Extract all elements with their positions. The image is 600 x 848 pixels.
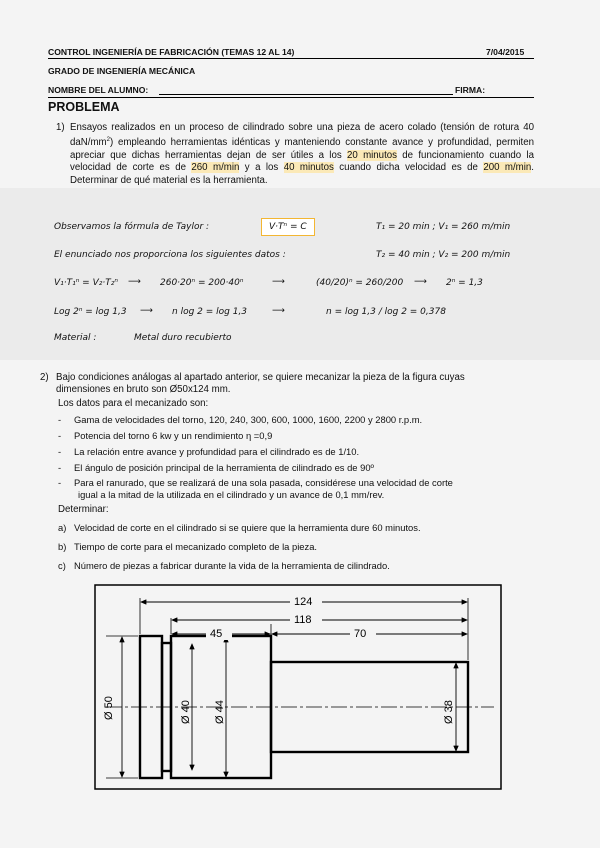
- list-item: Para el ranurado, que se realizará de una sola pasada, considérese una velocidad de corte: [74, 477, 453, 488]
- hw-arrow3: ⟶: [414, 277, 427, 287]
- hw-eq6: n log 2 = log 1,3: [172, 307, 248, 317]
- q2-question-b-letter: b): [58, 541, 67, 552]
- q2-question-c: Número de piezas a fabricar durante la vida de la herramienta de cilindrado.: [74, 560, 390, 571]
- hw-arrow1: ⟶: [128, 277, 141, 287]
- q1-text: [70, 122, 534, 187]
- student-name-line: [159, 94, 453, 95]
- hw-taylor-formula: V·Tⁿ = C: [261, 218, 315, 236]
- q1-text-b: ) empleando herramientas idénticas y manteniendo constante avance y profundidad, permiten apreciar que dichas herramientas dejan de ser útiles a los: [70, 137, 534, 162]
- q1-text-e: cuando dicha velocidad es de: [333, 162, 484, 174]
- dia-40: Ø 40: [180, 700, 192, 724]
- hw-eq2: 260·20ⁿ = 200·40ⁿ: [160, 278, 244, 288]
- list-item: El ángulo de posición principal de la herramienta de cilindrado es de 90º: [74, 462, 374, 473]
- hw-arrow4: ⟶: [140, 306, 153, 316]
- highlight-20min: 20 minutos: [347, 150, 397, 162]
- q2-question-b: Tiempo de corte para el mecanizado completo de la pieza.: [74, 541, 318, 552]
- dia-50: Ø 50: [103, 696, 115, 720]
- q1-text-f: . Determinar de qué material es la herramienta.: [70, 162, 534, 186]
- q2-number: 2): [40, 372, 49, 383]
- bullet-dash: -: [58, 477, 62, 488]
- determine-label: Determinar:: [58, 504, 109, 515]
- hw-eq4: 2ⁿ = 1,3: [446, 278, 483, 288]
- q2-question-a: Velocidad de corte en el cilindrado si se quiere que la herramienta dure 60 minutos.: [74, 522, 421, 533]
- hw-line2-text: El enunciado nos proporciona los siguientes datos :: [54, 250, 286, 260]
- q2-intro-2: dimensiones en bruto son Ø50x124 mm.: [56, 384, 231, 395]
- highlight-200: 200 m/min: [483, 162, 532, 174]
- hw-material-answer: Metal duro recubierto: [134, 333, 232, 343]
- q2-question-c-letter: c): [58, 560, 66, 571]
- dim-45: 45: [210, 628, 223, 640]
- dim-118: 118: [294, 614, 312, 626]
- hw-arrow5: ⟶: [272, 306, 285, 316]
- bullet-dash: -: [58, 414, 62, 425]
- bullet-dash: -: [58, 462, 62, 473]
- header-title: CONTROL INGENIERÍA DE FABRICACIÓN (TEMAS 12 AL 14): [48, 47, 295, 57]
- dim-70: 70: [354, 628, 367, 640]
- q1-text-a: Ensayos realizados en un proceso de cilindrado sobre una pieza de acero colado (tensión de rotura 40 daN/mm: [70, 122, 534, 149]
- degree-label: GRADO DE INGENIERÍA MECÁNICA: [48, 66, 196, 76]
- hw-line1-text: Observamos la fórmula de Taylor :: [54, 222, 210, 232]
- hw-line2-data: T₂ = 40 min ; V₂ = 200 m/min: [376, 250, 511, 260]
- hw-line1-data: T₁ = 20 min ; V₁ = 260 m/min: [376, 222, 511, 232]
- dia-44: Ø 44: [214, 700, 226, 724]
- bullet-dash: -: [58, 446, 62, 457]
- q1-text-c: de funcionamiento cuando la velocidad de corte es de: [70, 150, 534, 174]
- q1-superscript: 2: [106, 137, 110, 144]
- q2-question-a-letter: a): [58, 522, 67, 533]
- handwritten-solution: [0, 188, 600, 360]
- q2-intro-1: Bajo condiciones análogas al apartado anterior, se quiere mecanizar la pieza de la figura cuyas: [56, 372, 465, 383]
- dim-124: 124: [294, 596, 313, 608]
- technical-drawing: [94, 584, 502, 790]
- hw-eq5: Log 2ⁿ = log 1,3: [54, 307, 127, 317]
- hw-eq3: (40/20)ⁿ = 260/200: [316, 278, 404, 288]
- q1-text-d: y a los: [239, 162, 284, 174]
- list-item: Gama de velocidades del torno, 120, 240, 300, 600, 1000, 1600, 2200 y 2800 r.p.m.: [74, 414, 423, 425]
- hw-eq7: n = log 1,3 / log 2 = 0,378: [326, 307, 446, 317]
- bullet-dash: -: [58, 430, 62, 441]
- highlight-260: 260 m/min: [191, 162, 240, 174]
- header-date: 7/04/2015: [486, 47, 525, 57]
- signature-label: FIRMA:: [455, 85, 486, 95]
- student-name-label: NOMBRE DEL ALUMNO:: [48, 85, 149, 95]
- list-item-continuation: igual a la mitad de la utilizada en el cilindrado y un avance de 0,1 mm/rev.: [78, 489, 385, 500]
- dia-38: Ø 38: [443, 700, 455, 724]
- hw-arrow2: ⟶: [272, 277, 285, 287]
- hw-material-label: Material :: [54, 333, 97, 343]
- q1-number: 1): [56, 122, 65, 133]
- q2-data-label: Los datos para el mecanizado son:: [58, 398, 209, 409]
- list-item: Potencia del torno 6 kw y un rendimiento η =0,9: [74, 430, 273, 441]
- problem-title: PROBLEMA: [48, 100, 120, 114]
- highlight-40min: 40 minutos: [283, 162, 334, 174]
- header-rule: [48, 58, 534, 59]
- q2-data-list: [58, 414, 534, 504]
- list-item: La relación entre avance y profundidad para el cilindrado es de 1/10.: [74, 446, 360, 457]
- header-rule-bottom: [48, 97, 534, 98]
- hw-eq1: V₁·T₁ⁿ = V₂·T₂ⁿ: [54, 278, 118, 288]
